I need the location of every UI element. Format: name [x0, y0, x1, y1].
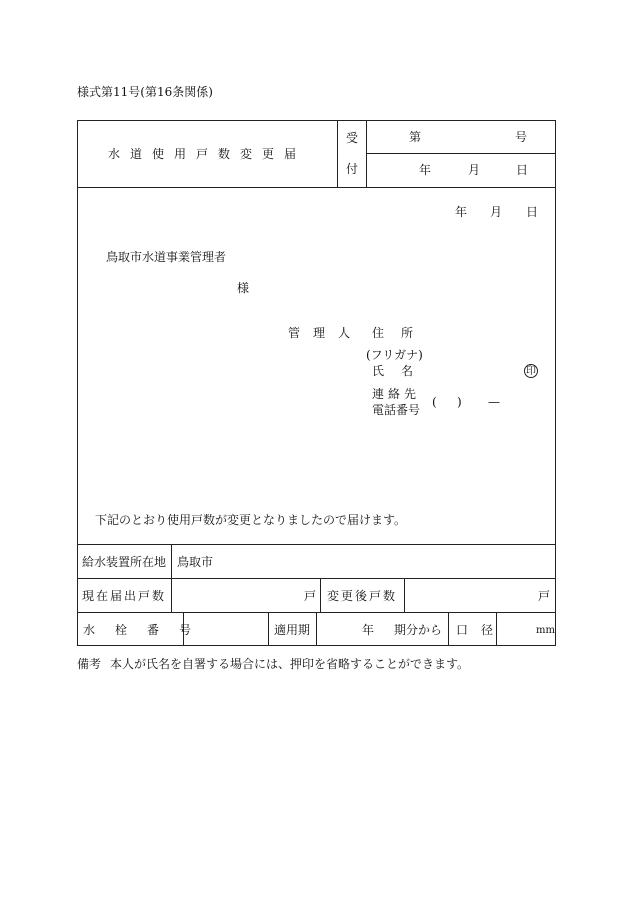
note-label: 備考 [77, 657, 102, 671]
phone-paren-open: ( [432, 395, 437, 409]
reception-day: 日 [516, 163, 529, 177]
divider [366, 120, 367, 188]
seal-mark: 印 [526, 366, 536, 377]
location-label: 給水装置所在地 [82, 555, 167, 569]
address-label: 住所 [372, 326, 431, 340]
reception-year: 年 [419, 163, 432, 177]
reception-number-prefix: 第 [409, 130, 422, 144]
table-line [316, 612, 317, 646]
table-line [77, 544, 556, 545]
table-line [404, 578, 405, 612]
manager-label: 管理人 [288, 326, 364, 340]
phone-dash: — [488, 395, 500, 409]
form-number-label: 様式第11号(第16条関係) [77, 85, 213, 99]
table-line [320, 578, 321, 612]
statement: 下記のとおり使用戸数が変更となりましたので届けます。 [95, 513, 407, 527]
contact-label: 連絡先 [372, 387, 421, 401]
note-text: 本人が氏名を自署する場合には、押印を省略することができます。 [110, 657, 470, 671]
table-line [268, 612, 269, 646]
location-value: 鳥取市 [177, 555, 214, 569]
honorific: 様 [237, 281, 250, 295]
form-title: 水道使用戸数変更届 [108, 147, 307, 161]
reception-number-suffix: 号 [515, 130, 528, 144]
date-day: 日 [526, 205, 539, 219]
changed-units-unit: 戸 [538, 589, 551, 603]
table-line [77, 578, 556, 579]
date-year: 年 [455, 205, 468, 219]
date-month: 月 [490, 205, 503, 219]
changed-units-label: 変更後戸数 [327, 589, 398, 603]
diameter-label: 口径 [456, 623, 507, 637]
reception-label-top: 受 [346, 131, 359, 145]
divider [337, 120, 338, 188]
divider [366, 153, 556, 154]
table-line [448, 612, 449, 646]
apply-year: 年 [362, 623, 375, 637]
current-units-unit: 戸 [304, 589, 317, 603]
table-line [171, 544, 172, 578]
phone-label: 電話番号 [372, 403, 421, 417]
phone-paren-close: ) [457, 395, 462, 409]
name-label: 氏名 [372, 364, 431, 378]
reception-month: 月 [468, 163, 481, 177]
meter-number-label: 水栓番号 [83, 623, 212, 637]
furigana-label: (フリガナ) [366, 348, 423, 362]
reception-label-bottom: 付 [346, 162, 359, 176]
diameter-unit: mm [536, 625, 555, 636]
current-units-label: 現在届出戸数 [82, 589, 167, 603]
addressee: 鳥取市水道事業管理者 [106, 250, 227, 264]
period-from: 期分から [394, 623, 443, 637]
table-line [171, 578, 172, 612]
apply-period-label: 適用期 [274, 623, 311, 637]
